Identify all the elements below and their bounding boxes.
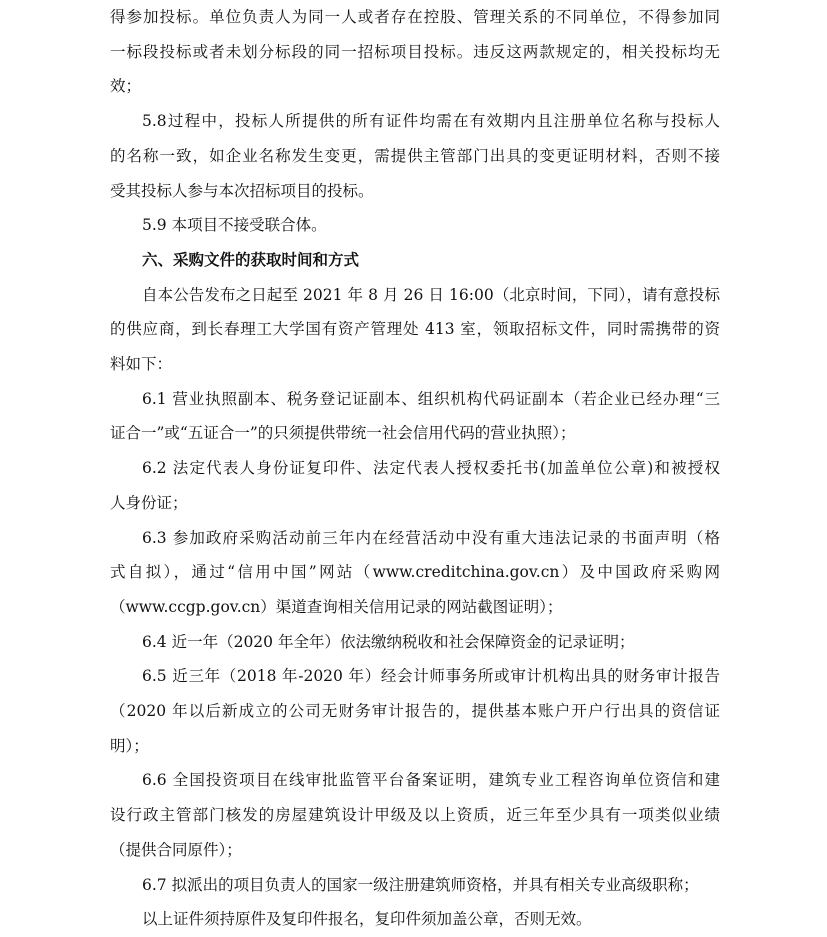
body-text-line: 得参加投标。单位负责人为同一人或者存在控股、管理关系的不同单位，不得参加同 (110, 8, 720, 26)
body-text-line: 6.4 近一年（2020 年全年）依法缴纳税收和社会保障资金的记录证明； (142, 632, 635, 651)
body-text-line: 6.6 全国投资项目在线审批监管平台备案证明，建筑专业工程咨询单位资信和建 (142, 771, 720, 790)
body-text-line: 证合一”或“五证合一”的只须提供带统一社会信用代码的营业执照）； (110, 424, 576, 443)
body-text-line: 5.9 本项目不接受联合体。 (142, 216, 327, 235)
body-text-line: 设行政主管部门核发的房屋建筑设计甲级及以上资质，近三年至少具有一项类似业绩 (110, 806, 720, 825)
body-text-line: 明）； (110, 736, 149, 755)
body-text-line: 受其投标人参与本次招标项目的投标。 (110, 181, 374, 200)
body-text-line: 6.5 近三年（2018 年-2020 年）经会计师事务所或审计机构出具的财务审计报告 (142, 667, 720, 686)
body-text-line: 的供应商，到长春理工大学国有资产管理处 413 室，领取招标文件，同时需携带的资 (110, 320, 720, 339)
body-text-line: 6.2 法定代表人身份证复印件、法定代表人授权委托书(加盖单位公章)和被授权 (142, 459, 720, 478)
body-text-line: 6.3 参加政府采购活动前三年内在经营活动中没有重大违法记录的书面声明（格 (142, 528, 720, 547)
body-text-line: （2020 年以后新成立的公司无财务审计报告的，提供基本账户开户行出具的资信证 (110, 702, 720, 720)
body-text-line: 自本公告发布之日起至 2021 年 8 月 26 日 16:00（北京时间，下同），请有意投标 (142, 285, 720, 304)
body-text-line: 6.7 拟派出的项目负责人的国家一级注册建筑师资格，并具有相关专业高级职称； (142, 875, 699, 894)
body-text-line: 料如下： (110, 355, 173, 373)
body-text-line: 6.1 营业执照副本、税务登记证副本、组织机构代码证副本（若企业已经办理“三 (142, 389, 720, 408)
body-text-line: （提供合同原件）； (110, 840, 242, 859)
body-text-line: 以上证件须持原件及复印件报名，复印件须加盖公章，否则无效。 (142, 910, 592, 929)
body-text-line: 的名称一致，如企业名称发生变更，需提供主管部门出具的变更证明材料，否则不接 (110, 146, 720, 165)
body-text-line: （www.ccgp.gov.cn）渠道查询相关信用记录的网站截图证明）； (110, 597, 563, 616)
section-heading: 六、采购文件的获取时间和方式 (142, 249, 360, 269)
body-text-line: 效； (110, 77, 142, 96)
body-text-line: 式自拟），通过“信用中国”网站（www.creditchina.gov.cn）及中国政府采购网 (110, 563, 720, 582)
body-text-line: 一标段投标或者未划分标段的同一招标项目投标。违反这两款规定的，相关投标均无 (110, 42, 720, 61)
body-text-line: 5.8过程中，投标人所提供的所有证件均需在有效期内且注册单位名称与投标人 (142, 112, 720, 131)
body-text-line: 人身份证； (110, 493, 188, 512)
